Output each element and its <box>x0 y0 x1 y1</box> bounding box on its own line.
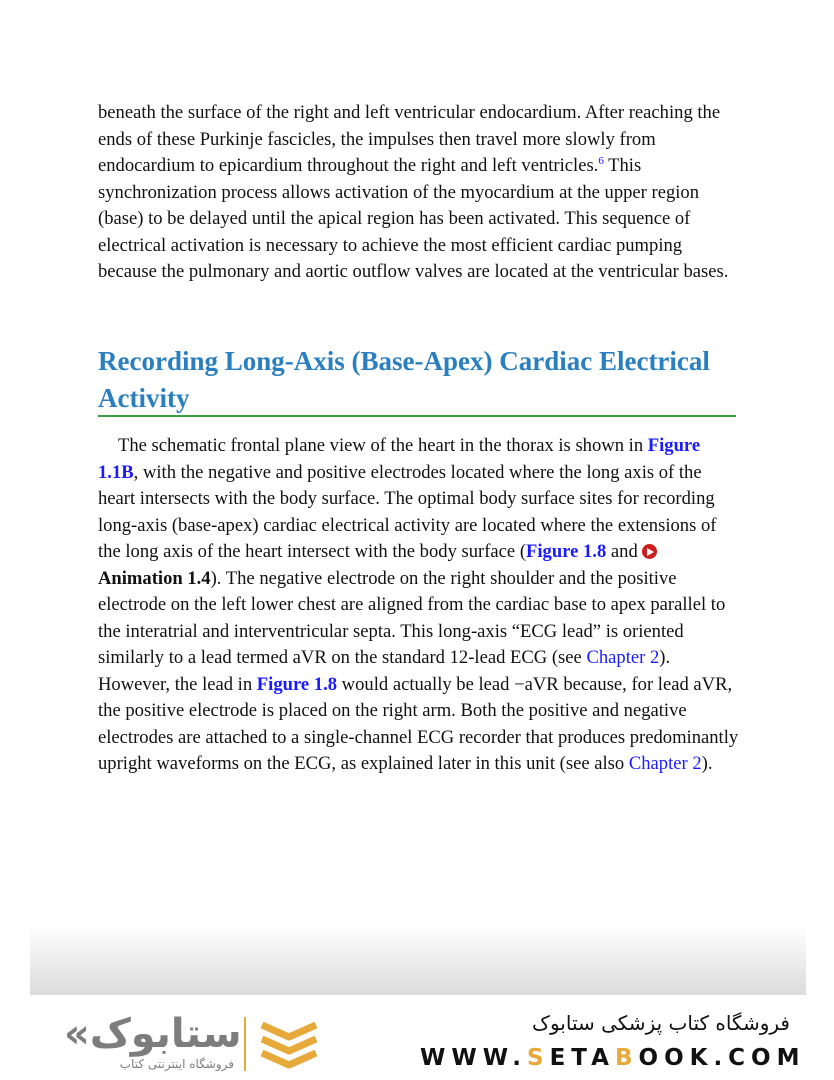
setabook-logo <box>64 1013 334 1075</box>
para2-text-6: would actually be lead −aVR because, for lead aVR, the positive electrode is placed on the right arm. Both the positive and negative electrodes are attached to a single-channel ECG recorder that produces predominantly upright waveforms on the ECG, as explained later in this unit (see also <box>98 673 739 774</box>
para2-text-3: and <box>606 541 643 562</box>
footnote-ref-6[interactable]: 6 <box>598 154 604 167</box>
section-heading: Recording Long-Axis (Base-Apex) Cardiac Electrical Activity <box>98 346 710 413</box>
url-part-c: ETA <box>549 1045 615 1071</box>
para2-text-1: The schematic frontal plane view of the heart in the thorax is shown in <box>118 435 648 456</box>
url-accent-s: S <box>526 1045 550 1071</box>
page-bottom-shadow <box>30 925 806 995</box>
link-figure-1-1b[interactable]: Figure 1.1B <box>98 435 701 483</box>
heading-underline <box>98 415 736 417</box>
logo-tagline: فروشگاه اینترنتی کتاب <box>119 1057 234 1071</box>
paragraph-purkinje <box>98 100 740 286</box>
play-icon[interactable] <box>642 544 657 559</box>
link-figure-1-8-second[interactable]: Figure 1.8 <box>256 673 338 695</box>
logo-divider <box>244 1017 246 1071</box>
para2-text-5: ). However, the lead in <box>98 647 671 695</box>
animation-link[interactable]: Animation 1.4 <box>98 567 211 589</box>
store-url[interactable] <box>420 1043 806 1073</box>
url-part-e: OOK.COM <box>638 1045 806 1071</box>
link-chapter-2-second[interactable]: Chapter 2 <box>628 753 702 774</box>
para2-text-2: , with the negative and positive electrodes located where the long axis of the heart intersects with the body surface. The optimal body surface sites for recording long-axis (base-apex) cardiac electrical activity are located where the extensions of the long axis of the heart intersect with the body surface ( <box>98 461 717 562</box>
url-accent-b: B <box>614 1045 639 1071</box>
store-name: فروشگاه کتاب پزشکی ستابوک <box>532 1011 790 1035</box>
para1-text-b: This synchronization process allows activation of the myocardium at the upper region (base) to be delayed until the apical region has been activated. This sequence of electrical activation is necessary to achieve the most efficient cardiac pumping because the pulmonary and aortic outflow valves are located at the ventricular bases. <box>98 155 729 282</box>
url-part-a: WWW. <box>420 1045 527 1071</box>
para2-text-4: ). The negative electrode on the right shoulder and the positive electrode on the left lower chest are aligned from the cardiac base to apex parallel to the interatrial and interventricular septa. This long-axis “ECG lead” is oriented similarly to a lead termed aVR on the standard 12-lead ECG (see <box>98 567 726 668</box>
book-stack-icon <box>254 1017 324 1073</box>
link-figure-1-8[interactable]: Figure 1.8 <box>526 541 607 562</box>
paragraph-long-axis <box>98 433 740 778</box>
logo-wordmark: «ستابوک <box>64 1011 242 1057</box>
para2-text-7: ). <box>701 753 713 774</box>
para1-text-a: beneath the surface of the right and left ventricular endocardium. After reaching the ends of these Purkinje fascicles, the impulses then travel more slowly from endocardium to epicardium throughout the right and left ventricles. <box>98 102 721 176</box>
link-chapter-2[interactable]: Chapter 2 <box>586 647 660 668</box>
watermark-footer <box>0 995 834 1080</box>
